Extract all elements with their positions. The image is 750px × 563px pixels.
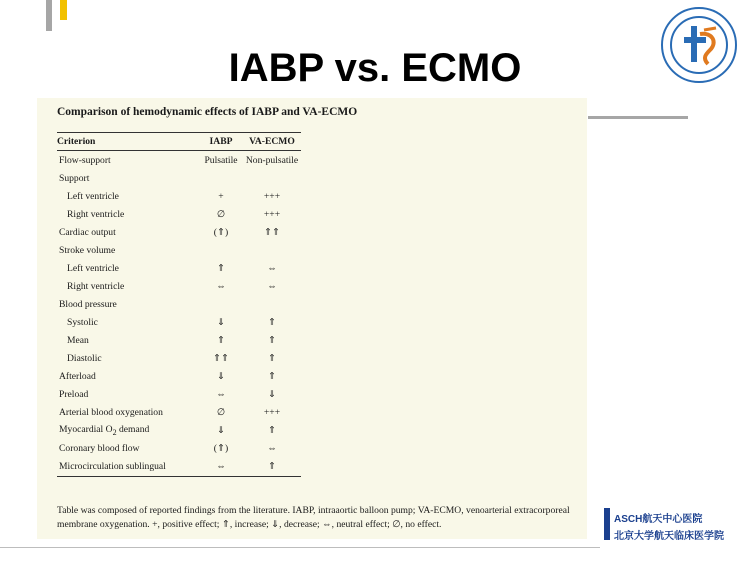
row-iabp: ⇓ [216,316,226,328]
table-row [57,386,301,404]
logo-univ: 北京大学 [614,531,654,542]
row-iabp: ⇓ [216,371,226,383]
row-criterion: Mean [67,334,89,346]
row-criterion: Cardiac output [59,226,116,238]
scanned-table-image [37,98,587,539]
hospital-seal-logo [660,6,738,84]
row-iabp: ⇔ [216,389,226,401]
row-iabp: ⇔ [216,280,226,292]
row-criterion: Right ventricle [67,208,125,220]
row-iabp: ⇑ [216,262,226,274]
logo-cn-2: 航天临床医学院 [654,531,724,542]
table-footnote: Table was composed of reported findings from the literature. IABP, intraaortic balloon pump; VA-ECMO, venoarterial extracorporeal membrane oxygenation. +, positive effect; ⇑, increase; ⇓, decrease; ⇔, neutral effect; ∅, no effect. [57,505,570,530]
table-row [57,458,301,477]
row-ecmo: ⇔ [267,280,277,292]
row-criterion: Systolic [67,316,98,328]
row-ecmo: ⇑ [267,425,277,437]
row-iabp: (⇑) [213,226,229,238]
table-row [57,241,301,259]
logo-line-2 [614,527,724,542]
row-criterion: Stroke volume [59,244,116,256]
row-iabp: Pulsatile [204,154,238,166]
row-iabp: ⇓ [216,425,226,437]
row-criterion: Right ventricle [67,280,125,292]
row-iabp [199,241,243,259]
row-criterion-text: Myocardial O [59,424,113,436]
table-row [57,368,301,386]
row-ecmo [243,295,301,313]
header-iabp: IABP [199,133,243,151]
row-ecmo [243,241,301,259]
row-iabp [199,295,243,313]
row-ecmo: ⇑ [267,334,277,346]
table-row [57,169,301,187]
decor-rule-right [588,116,688,119]
row-ecmo: ⇔ [267,262,277,274]
row-iabp [199,169,243,187]
row-ecmo: ⇑ [243,458,301,477]
table-row [57,187,301,205]
row-iabp: ⇔ [199,458,243,477]
hospital-wordmark-logo [604,508,744,544]
table-caption: Comparison of hemodynamic effects of IABP and VA-ECMO [57,106,358,118]
row-criterion: Coronary blood flow [59,443,140,455]
header-ecmo: VA-ECMO [243,133,301,151]
row-ecmo: ⇑ [267,353,277,365]
row-criterion-suffix: demand [116,424,150,436]
logo-line-1 [614,510,702,525]
row-criterion: Preload [59,389,89,401]
row-criterion: Blood pressure [59,298,117,310]
row-ecmo: +++ [263,208,281,220]
table-header-row [57,133,301,151]
table-row [57,151,301,170]
decor-bar-grey [46,0,52,31]
row-iabp: ∅ [216,208,226,220]
row-ecmo: ⇓ [267,389,277,401]
row-iabp: ⇑⇑ [212,353,230,365]
slide-title: IABP vs. ECMO [228,46,522,90]
table-row [57,295,301,313]
row-ecmo [243,169,301,187]
table-row [57,259,301,277]
row-iabp: (⇑) [213,443,229,455]
row-ecmo: ⇑ [267,371,277,383]
table-row [57,350,301,368]
table-row [57,205,301,223]
table-row [57,313,301,331]
logo-cn-1: 航天中心医院 [642,514,703,525]
row-criterion: Arterial blood oxygenation [59,407,163,419]
row-criterion-myocardial [57,422,199,440]
row-criterion: Microcirculation sublingual [57,458,199,477]
row-ecmo: +++ [263,407,281,419]
row-criterion: Left ventricle [67,190,119,202]
row-criterion: Support [59,172,90,184]
table-row [57,223,301,241]
decor-rule-bottom [0,547,600,548]
table-row [57,440,301,458]
row-criterion: Left ventricle [67,262,119,274]
comparison-table [57,132,301,477]
table-row [57,277,301,295]
row-criterion: Diastolic [67,353,102,365]
row-iabp: ∅ [216,407,226,419]
table-row [57,404,301,422]
wordmark-icon [604,508,610,540]
row-ecmo: Non-pulsatile [245,154,299,166]
row-ecmo: +++ [263,190,281,202]
row-iabp: ⇑ [216,334,226,346]
logo-brand: ASCH [614,514,643,525]
row-criterion: Afterload [59,371,96,383]
decor-bar-gold [60,0,67,20]
row-ecmo: ⇑⇑ [263,226,281,238]
row-ecmo: ⇑ [267,316,277,328]
row-ecmo: ⇔ [267,443,277,455]
row-iabp: + [218,190,224,202]
table-row [57,331,301,349]
table-row [57,422,301,440]
subscript-2: 2 [112,428,117,438]
header-criterion: Criterion [57,133,199,151]
row-criterion: Flow-support [59,154,111,166]
